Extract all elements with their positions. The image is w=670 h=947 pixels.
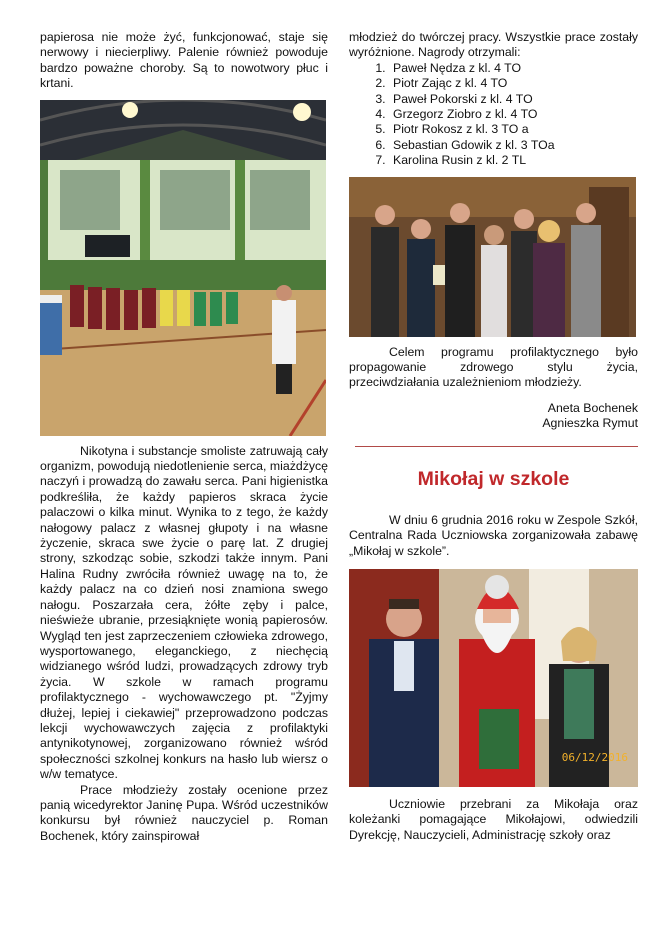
contest-paragraph: Prace młodzieży zostały ocenione przez panią wicedyrektor Janinę Pupa. Wśród uczestników konkursu był również nauczyciel p. Roman Bochenek, który zainspirował (40, 782, 328, 843)
main-paragraph: Nikotyna i substancje smoliste zatruwają cały organizm, powodują niedotlenienie serca, miażdżycę naczyń i prowadzą do zawału serca. Pani higienistka podkreśliła, że każdy papieros skraca życie palaczowi o kilka minut. Wynika to z tego, że każdy nałogowy palacz z własnej głupoty i na własne życzenie, skraca swe życie o parę lat. Z drugiej strony, szkodząc sobie, szkodzi także innym. Pani Halina Rudny zwróciła również uwagę na to, że każdy palacz na co dzień nosi znamiona swego nałogu. Poszarzała cera, żółte zęby i palce, nieświeże ubranie, przesiąknięte wonią papierosów. Wygląd ten jest zaprzeczeniem człowieka zdrowego, wysportowanego, eleganckiego, z niechęcią widzianego wśród ludzi, prowadzących zdrowy tryb życia. W szkole w ramach programu profilaktycznego - wychowawczego pt. "Żyjmy dłużej, lepiej i ciekawiej" przeprowadzono podczas lekcji wychowawczych zajęcia z profilaktyki antynikotynowej, zorganizowano również wśród społeczności szkolnej konkurs na hasło lub wiersz o w/w tematyce. (40, 443, 328, 782)
intro-paragraph: papierosa nie może żyć, funkcjonować, staje się nerwowy i niecierpliwy. Palenie również powoduje bardzo poważne choroby. Są to nowotwory płuc i krtani. (40, 30, 328, 91)
gym-photo (40, 100, 326, 436)
left-column (40, 30, 328, 844)
photo-date-stamp: 06/12/2016 (561, 750, 628, 764)
section-divider (355, 446, 638, 447)
santa-photo (349, 569, 638, 787)
author-1: Aneta Bochenek (547, 400, 638, 415)
winners-photo (349, 177, 636, 337)
santa-visit-paragraph: Uczniowie przebrani za Mikołaja oraz koleżanki pomagające Mikołajowi, odwiedzili Dyrekcję, Nauczycieli, Administrację szkoły oraz (349, 796, 638, 842)
article-title: Mikołaj w szkole (417, 467, 570, 490)
list-item: 7. Karolina Rusin z kl. 2 TL (389, 153, 638, 168)
list-item: 3. Paweł Pokorski z kl. 4 TO (389, 92, 638, 107)
prizes-intro: młodzież do twórczej pracy. Wszystkie prace zostały wyróżnione. Nagrody otrzymali: (349, 30, 638, 60)
list-item: 2. Piotr Zając z kl. 4 TO (389, 76, 638, 91)
list-item: 5. Piotr Rokosz z kl. 3 TO a (389, 122, 638, 137)
list-item: 1. Paweł Nędza z kl. 4 TO (389, 61, 638, 76)
prize-winners-list (349, 61, 638, 169)
santa-intro-paragraph: W dniu 6 grudnia 2016 roku w Zespole Szkół, Centralna Rada Uczniowska zorganizowała zabawę „Mikołaj w szkole”. (349, 512, 638, 558)
right-column (349, 30, 638, 843)
program-goal: Celem programu profilaktycznego było propagowanie zdrowego stylu życia, przeciwdziałania uzależnieniom młodzieży. (349, 344, 638, 390)
list-item: 4. Grzegorz Ziobro z kl. 4 TO (389, 107, 638, 122)
list-item: 6. Sebastian Gdowik z kl. 3 TOa (389, 138, 638, 153)
author-2: Agnieszka Rymut (542, 416, 638, 431)
